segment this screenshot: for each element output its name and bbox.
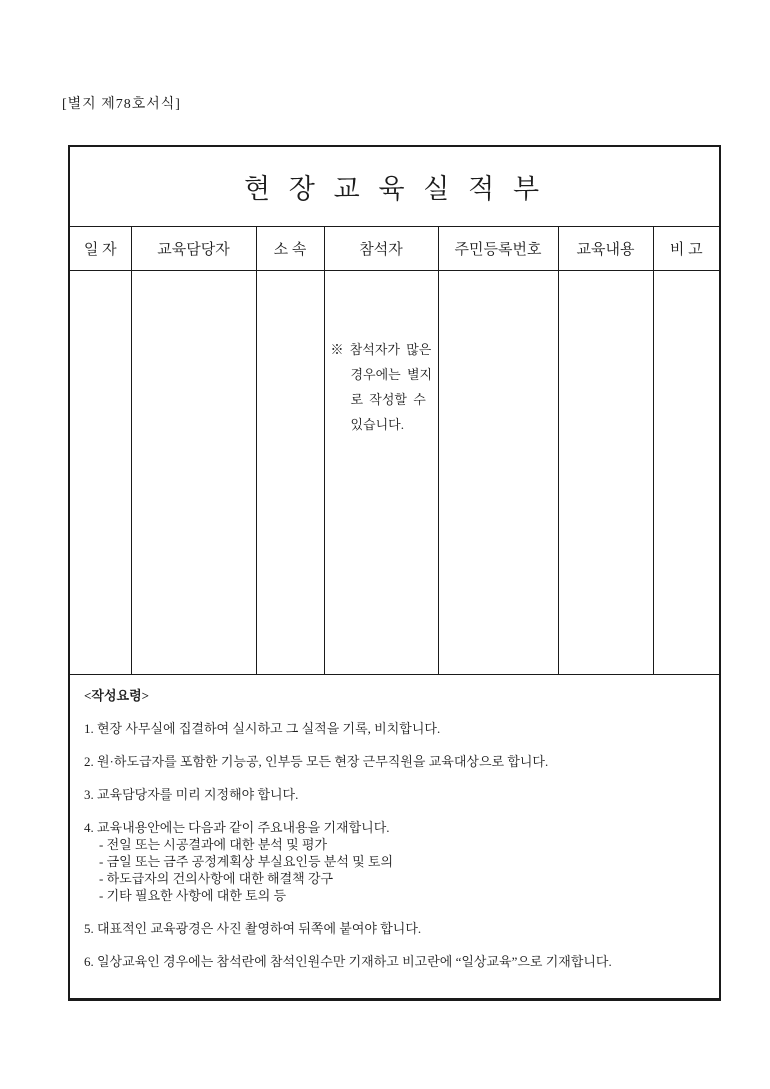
- header-cell-education-content: 교육내용: [558, 227, 653, 271]
- instruction-item-4-sub-4: - 기타 필요한 사항에 대한 토의 등: [99, 888, 287, 903]
- header-cell-affiliation: 소 속: [256, 227, 324, 271]
- cell-education-content: [558, 271, 653, 675]
- form-title: 현 장 교 육 실 적 부: [69, 146, 720, 227]
- instruction-item-2: 2. 원·하도급자를 포함한 기능공, 인부등 모든 현장 근무직원을 교육대상으로 합니다.: [84, 754, 549, 769]
- header-cell-resident-id: 주민등록번호: [438, 227, 558, 271]
- cell-remarks: [653, 271, 720, 675]
- header-cell-date: 일 자: [69, 227, 131, 271]
- instructions-section: [69, 675, 720, 1000]
- instructions-row: [69, 675, 720, 1000]
- header-cell-attendees: 참석자: [324, 227, 438, 271]
- form-number-label: [별지 제78호서식]: [62, 97, 181, 112]
- instruction-item-4-sub-1: - 전일 또는 시공결과에 대한 분석 및 평가: [99, 837, 328, 852]
- entry-row: [69, 271, 720, 675]
- header-row: [69, 227, 720, 271]
- instruction-item-4-sub-2: - 금일 또는 금주 공정계획상 부실요인등 분석 및 토의: [99, 854, 394, 869]
- instruction-item-4-sub-3: - 하도급자의 건의사항에 대한 해결책 강구: [99, 871, 334, 886]
- cell-affiliation: [256, 271, 324, 675]
- instructions-heading: <작성요령>: [84, 688, 150, 703]
- cell-date: [69, 271, 131, 675]
- instruction-item-5: 5. 대표적인 교육광경은 사진 촬영하여 뒤쪽에 붙여야 합니다.: [84, 921, 422, 936]
- header-cell-instructor: 교육담당자: [131, 227, 256, 271]
- note-line: 경우에는 별지: [350, 367, 433, 382]
- instruction-item-3: 3. 교육담당자를 미리 지정해야 합니다.: [84, 787, 299, 802]
- instruction-item-4: 4. 교육내용안에는 다음과 같이 주요내용을 기재합니다.: [84, 820, 390, 835]
- note-line: 있습니다.: [350, 417, 404, 432]
- field-education-record-table: [68, 145, 721, 1001]
- note-line: 로 작성할 수: [350, 392, 426, 407]
- cell-resident-id: [438, 271, 558, 675]
- header-cell-remarks: 비 고: [653, 227, 720, 271]
- instruction-item-6: 6. 일상교육인 경우에는 참석란에 참석인원수만 기재하고 비고란에 “일상교육”으로 기재합니다.: [84, 954, 612, 969]
- cell-attendees: [324, 271, 438, 675]
- cell-instructor: [131, 271, 256, 675]
- title-row: [69, 146, 720, 227]
- instruction-item-1: 1. 현장 사무실에 집결하여 실시하고 그 실적을 기록, 비치합니다.: [84, 721, 441, 736]
- note-line: ※ 참석자가 많은: [330, 342, 432, 357]
- attendee-overflow-note: [325, 271, 438, 437]
